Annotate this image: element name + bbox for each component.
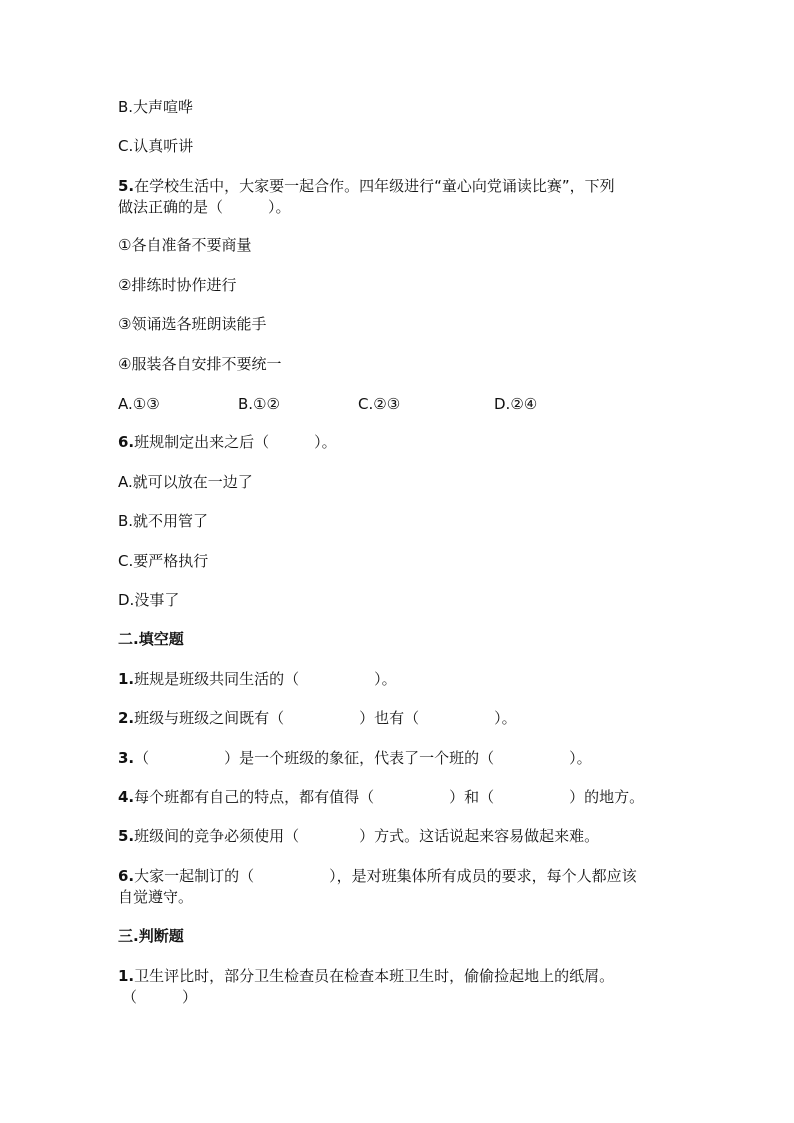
- fill-item-3: [118, 747, 592, 769]
- q5-statement-4: ④服装各自安排不要统一: [118, 355, 282, 373]
- fill-item-1-number: 1.: [118, 670, 135, 688]
- q5-stem-line2: 做法正确的是（ ）。: [118, 198, 291, 216]
- fill-item-2-number: 2.: [118, 709, 135, 727]
- q6-option-a: A.就可以放在一边了: [118, 473, 253, 491]
- judge-item-1-number: 1.: [118, 967, 135, 985]
- q5-option-c: C.②③: [358, 395, 401, 413]
- q5-statement-1: ①各自准备不要商量: [118, 236, 252, 254]
- fill-item-1-text: 班规是班级共同生活的（ ）。: [134, 670, 397, 688]
- judge-item-1-text: 卫生评比时，部分卫生检查员在检查本班卫生时，偷偷捡起地上的纸屑。: [134, 967, 615, 985]
- fill-item-4-text: 每个班都有自己的特点，都有值得（ ）和（ ）的地方。: [134, 788, 645, 806]
- q6-number: 6.: [118, 433, 135, 451]
- q5-stem-line1: [118, 175, 615, 197]
- fill-item-6-text: 大家一起制订的（ ），是对班集体所有成员的要求，每个人都应该: [134, 867, 637, 885]
- fill-item-6-number: 6.: [118, 867, 135, 885]
- q5-option-d: D.②④: [494, 395, 538, 413]
- fill-item-1: [118, 668, 397, 690]
- fill-item-5-number: 5.: [118, 827, 135, 845]
- judge-item-1-answer-blank: （ ）: [122, 988, 198, 1006]
- q5-statement-2: ②排练时协作进行: [118, 276, 237, 294]
- fill-item-5-text: 班级间的竞争必须使用（ ）方式。这话说起来容易做起来难。: [134, 827, 600, 845]
- q5-statement-3: ③领诵选各班朗读能手: [118, 315, 267, 333]
- judge-item-1-line1: [118, 965, 614, 987]
- q6-option-b: B.就不用管了: [118, 512, 209, 530]
- q4-option-b: B.大声喧哗: [118, 98, 194, 116]
- fill-item-4: [118, 786, 644, 808]
- fill-item-3-number: 3.: [118, 749, 135, 767]
- q5-option-b: B.①②: [238, 395, 280, 413]
- q6-stem-text: 班规制定出来之后（ ）。: [134, 433, 337, 451]
- fill-item-2-text: 班级与班级之间既有（ ）也有（ ）。: [134, 709, 517, 727]
- fill-item-4-number: 4.: [118, 788, 135, 806]
- q5-stem-text: 在学校生活中，大家要一起合作。四年级进行“童心向党诵读比赛”，下列: [134, 177, 615, 195]
- section3-title: 三.判断题: [118, 927, 184, 945]
- section2-title: 二.填空题: [118, 630, 184, 648]
- fill-item-2: [118, 707, 517, 729]
- fill-item-5: [118, 825, 599, 847]
- q6-option-c: C.要严格执行: [118, 552, 209, 570]
- q4-option-c: C.认真听讲: [118, 137, 194, 155]
- q5-option-a: A.①③: [118, 395, 160, 413]
- fill-item-6-line2: 自觉遵守。: [118, 888, 194, 906]
- q5-number: 5.: [118, 177, 135, 195]
- fill-item-6-line1: [118, 865, 637, 887]
- q6-stem: [118, 431, 337, 453]
- q6-option-d: D.没事了: [118, 591, 180, 609]
- fill-item-3-text: （ ）是一个班级的象征，代表了一个班的（ ）。: [134, 749, 592, 767]
